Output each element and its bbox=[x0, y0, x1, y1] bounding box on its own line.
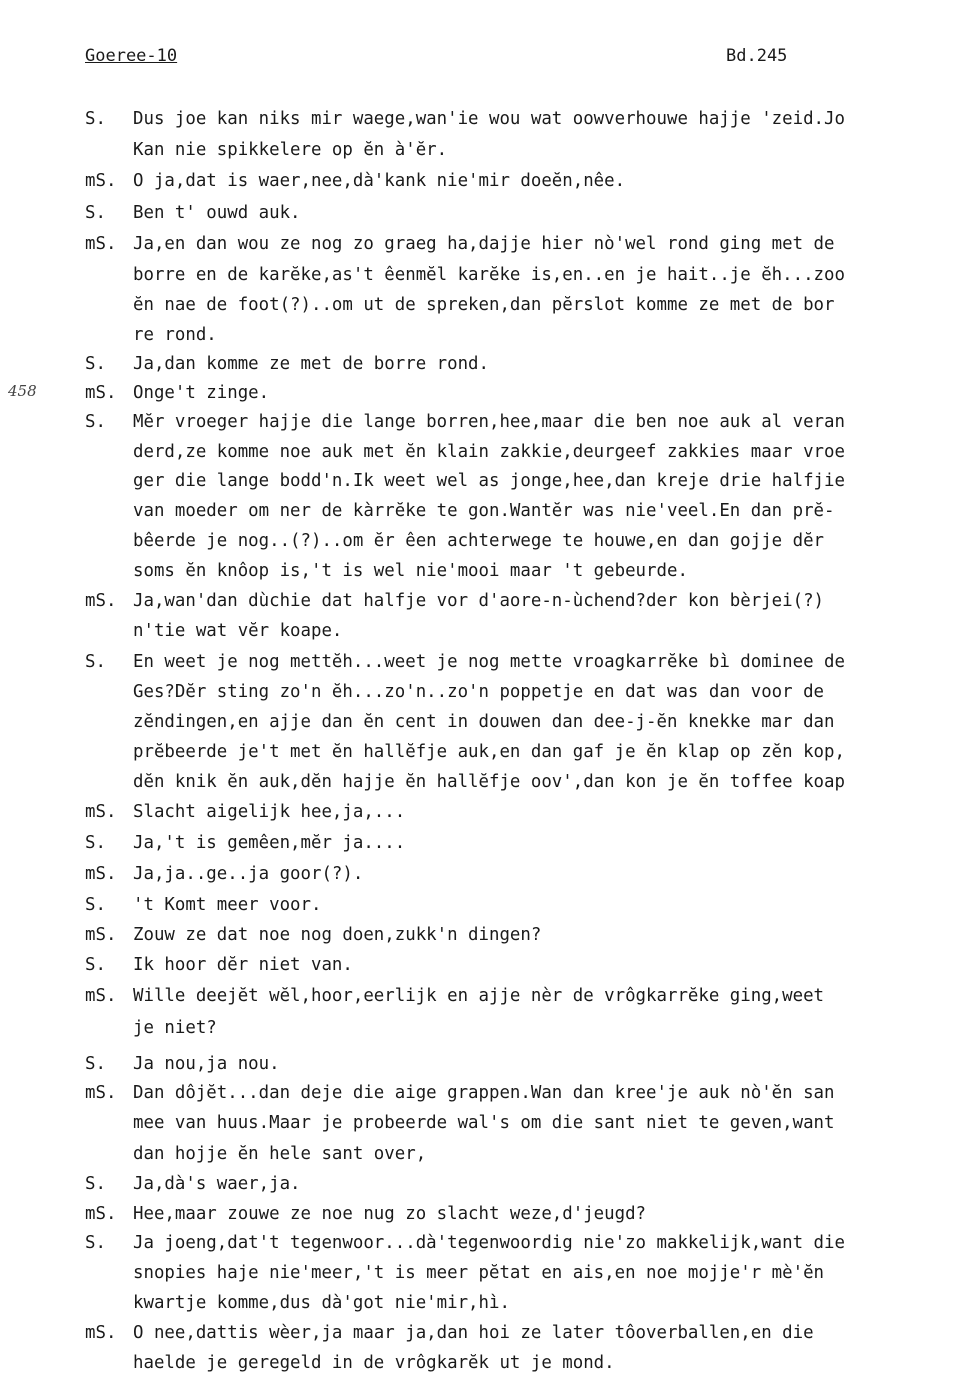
speaker-label: S. bbox=[85, 833, 106, 853]
utterance-text: ĕn nae de foot(?)..om ut de spreken,dan pĕrslot komme ze met de bor bbox=[133, 295, 835, 315]
speaker-label: S. bbox=[85, 895, 106, 915]
utterance-text: Ja joeng,dat't tegenwoor...dà'tegenwoordig nie'zo makkelijk,want die bbox=[133, 1233, 845, 1253]
transcript-line bbox=[0, 198, 966, 228]
speaker-label: S. bbox=[85, 652, 106, 672]
transcript-line bbox=[0, 767, 966, 797]
utterance-text: Wille deejĕt wĕl,hoor,eerlijk en ajje nèr de vrôgkarrĕke ging,weet bbox=[133, 986, 825, 1006]
transcript-line bbox=[0, 1228, 966, 1258]
speaker-label: mS. bbox=[85, 591, 117, 611]
speaker-label: S. bbox=[85, 412, 106, 432]
utterance-text: je niet? bbox=[133, 1018, 217, 1038]
utterance-text: haelde je geregeld in de vrôgkarĕk ut je mond. bbox=[133, 1353, 615, 1373]
transcript-line bbox=[0, 378, 966, 408]
transcript-line bbox=[0, 586, 966, 616]
transcript-line bbox=[0, 1108, 966, 1138]
speaker-label: S. bbox=[85, 1174, 106, 1194]
transcript-line bbox=[0, 1049, 966, 1079]
transcript-line bbox=[0, 1348, 966, 1378]
transcript-line bbox=[0, 496, 966, 526]
utterance-text: bêerde je nog..(?)..om ĕr êen achterwege te houwe,en dan gojje dĕr bbox=[133, 531, 825, 551]
speaker-label: mS. bbox=[85, 986, 117, 1006]
speaker-label: S. bbox=[85, 109, 106, 129]
utterance-text: Ja,dà's waer,ja. bbox=[133, 1174, 301, 1194]
transcript-line bbox=[0, 737, 966, 767]
utterance-text: Dus joe kan niks mir waege,wan'ie wou wat oowverhouwe hajje 'zeid.Jo bbox=[133, 109, 845, 129]
utterance-text: Ges?Dĕr sting zo'n ĕh...zo'n..zo'n poppetje en dat was dan voor de bbox=[133, 682, 825, 702]
utterance-text: Hee,maar zouwe ze noe nug zo slacht weze,d'jeugd? bbox=[133, 1204, 647, 1224]
utterance-text: Slacht aigelijk hee,ja,... bbox=[133, 802, 406, 822]
utterance-text: Onge't zinge. bbox=[133, 383, 270, 403]
transcript-line bbox=[0, 1288, 966, 1318]
transcript-line bbox=[0, 647, 966, 677]
speaker-label: S. bbox=[85, 203, 106, 223]
transcript-line bbox=[0, 1258, 966, 1288]
transcript-line bbox=[0, 1318, 966, 1348]
transcript-line bbox=[0, 828, 966, 858]
transcript-line bbox=[0, 290, 966, 320]
header-reference: Bd.245 bbox=[726, 46, 788, 66]
transcript-line bbox=[0, 707, 966, 737]
transcript-line bbox=[0, 677, 966, 707]
transcript-line bbox=[0, 1078, 966, 1108]
transcript-line bbox=[0, 1139, 966, 1169]
speaker-label: S. bbox=[85, 1233, 106, 1253]
utterance-text: En weet je nog mettĕh...weet je nog mette vroagkarrĕke bì dominee de bbox=[133, 652, 845, 672]
utterance-text: Ja,en dan wou ze nog zo graeg ha,dajje hier nò'wel rond ging met de bbox=[133, 234, 835, 254]
utterance-text: prĕbeerde je't met ĕn hallĕfje auk,en dan gaf je ĕn klap op zĕn kop, bbox=[133, 742, 845, 762]
speaker-label: S. bbox=[85, 1054, 106, 1074]
utterance-text: Ja,ja..ge..ja goor(?). bbox=[133, 864, 364, 884]
transcript-line bbox=[0, 981, 966, 1011]
utterance-text: Kan nie spikkelere op ĕn à'ĕr. bbox=[133, 140, 448, 160]
utterance-text: kwartje komme,dus dà'got nie'mir,hì. bbox=[133, 1293, 510, 1313]
utterance-text: ger die lange bodd'n.Ik weet wel as jonge,hee,dan kreje drie halfjie bbox=[133, 471, 845, 491]
speaker-label: mS. bbox=[85, 802, 117, 822]
transcript-line bbox=[0, 1013, 966, 1043]
speaker-label: mS. bbox=[85, 925, 117, 945]
utterance-text: Ben t' ouwd auk. bbox=[133, 203, 301, 223]
utterance-text: derd,ze komme noe auk met ĕn klain zakkie,deurgeef zakkies maar vroe bbox=[133, 442, 845, 462]
speaker-label: mS. bbox=[85, 234, 117, 254]
transcript-line bbox=[0, 349, 966, 379]
utterance-text: Ja,wan'dan dùchie dat halfje vor d'aore-n-ùchend?der kon bèrjei(?) bbox=[133, 591, 825, 611]
transcript-line bbox=[0, 526, 966, 556]
transcript-line bbox=[0, 166, 966, 196]
transcript-line bbox=[0, 229, 966, 259]
transcript-line bbox=[0, 104, 966, 134]
handwritten-margin-note: 458 bbox=[8, 382, 37, 400]
utterance-text: Mĕr vroeger hajje die lange borren,hee,maar die ben noe auk al veran bbox=[133, 412, 845, 432]
transcript-line bbox=[0, 135, 966, 165]
transcript-line bbox=[0, 466, 966, 496]
transcript-line bbox=[0, 1169, 966, 1199]
utterance-text: zĕndingen,en ajje dan ĕn cent in douwen dan dee-j-ĕn knekke mar dan bbox=[133, 712, 835, 732]
utterance-text: snopies haje nie'meer,'t is meer pĕtat en ais,en noe mojje'r mè'ĕn bbox=[133, 1263, 825, 1283]
speaker-label: mS. bbox=[85, 1323, 117, 1343]
utterance-text: dan hojje ĕn hele sant over, bbox=[133, 1144, 427, 1164]
utterance-text: re rond. bbox=[133, 325, 217, 345]
utterance-text: 't Komt meer voor. bbox=[133, 895, 322, 915]
transcript-line bbox=[0, 890, 966, 920]
transcript-line bbox=[0, 797, 966, 827]
header-location: Goeree-10 bbox=[85, 46, 178, 66]
utterance-text: O ja,dat is waer,nee,dà'kank nie'mir doeĕn,nêe. bbox=[133, 171, 626, 191]
transcript-line bbox=[0, 407, 966, 437]
transcript-line bbox=[0, 1199, 966, 1229]
transcript-line bbox=[0, 320, 966, 350]
transcript-line bbox=[0, 616, 966, 646]
speaker-label: S. bbox=[85, 955, 106, 975]
transcript-line bbox=[0, 920, 966, 950]
utterance-text: van moeder om ner de kàrrĕke te gon.Wantĕr was nie'veel.En dan prĕ- bbox=[133, 501, 835, 521]
utterance-text: Ja,'t is gemêen,mĕr ja.... bbox=[133, 833, 406, 853]
transcript-line bbox=[0, 260, 966, 290]
transcript-line bbox=[0, 556, 966, 586]
transcript-line bbox=[0, 950, 966, 980]
utterance-text: Zouw ze dat noe nog doen,zukk'n dingen? bbox=[133, 925, 542, 945]
utterance-text: Ik hoor dĕr niet van. bbox=[133, 955, 353, 975]
speaker-label: mS. bbox=[85, 171, 117, 191]
utterance-text: n'tie wat vĕr koape. bbox=[133, 621, 343, 641]
transcript-line bbox=[0, 859, 966, 889]
speaker-label: mS. bbox=[85, 1204, 117, 1224]
utterance-text: borre en de karĕke,as't êenmĕl karĕke is,en..en je hait..je ĕh...zoo bbox=[133, 265, 845, 285]
speaker-label: mS. bbox=[85, 1083, 117, 1103]
utterance-text: Ja nou,ja nou. bbox=[133, 1054, 280, 1074]
utterance-text: soms ĕn knôop is,'t is wel nie'mooi maar 't gebeurde. bbox=[133, 561, 688, 581]
transcript-line bbox=[0, 437, 966, 467]
utterance-text: dĕn knik ĕn auk,dĕn hajje ĕn hallĕfje oov',dan kon je ĕn toffee koap bbox=[133, 772, 845, 792]
utterance-text: mee van huus.Maar je probeerde wal's om die sant niet te geven,want bbox=[133, 1113, 835, 1133]
utterance-text: O nee,dattis wèer,ja maar ja,dan hoi ze later tôoverballen,en die bbox=[133, 1323, 814, 1343]
speaker-label: S. bbox=[85, 354, 106, 374]
utterance-text: Dan dôjĕt...dan deje die aige grappen.Wan dan kree'je auk nò'ĕn san bbox=[133, 1083, 835, 1103]
utterance-text: Ja,dan komme ze met de borre rond. bbox=[133, 354, 489, 374]
speaker-label: mS. bbox=[85, 383, 117, 403]
speaker-label: mS. bbox=[85, 864, 117, 884]
